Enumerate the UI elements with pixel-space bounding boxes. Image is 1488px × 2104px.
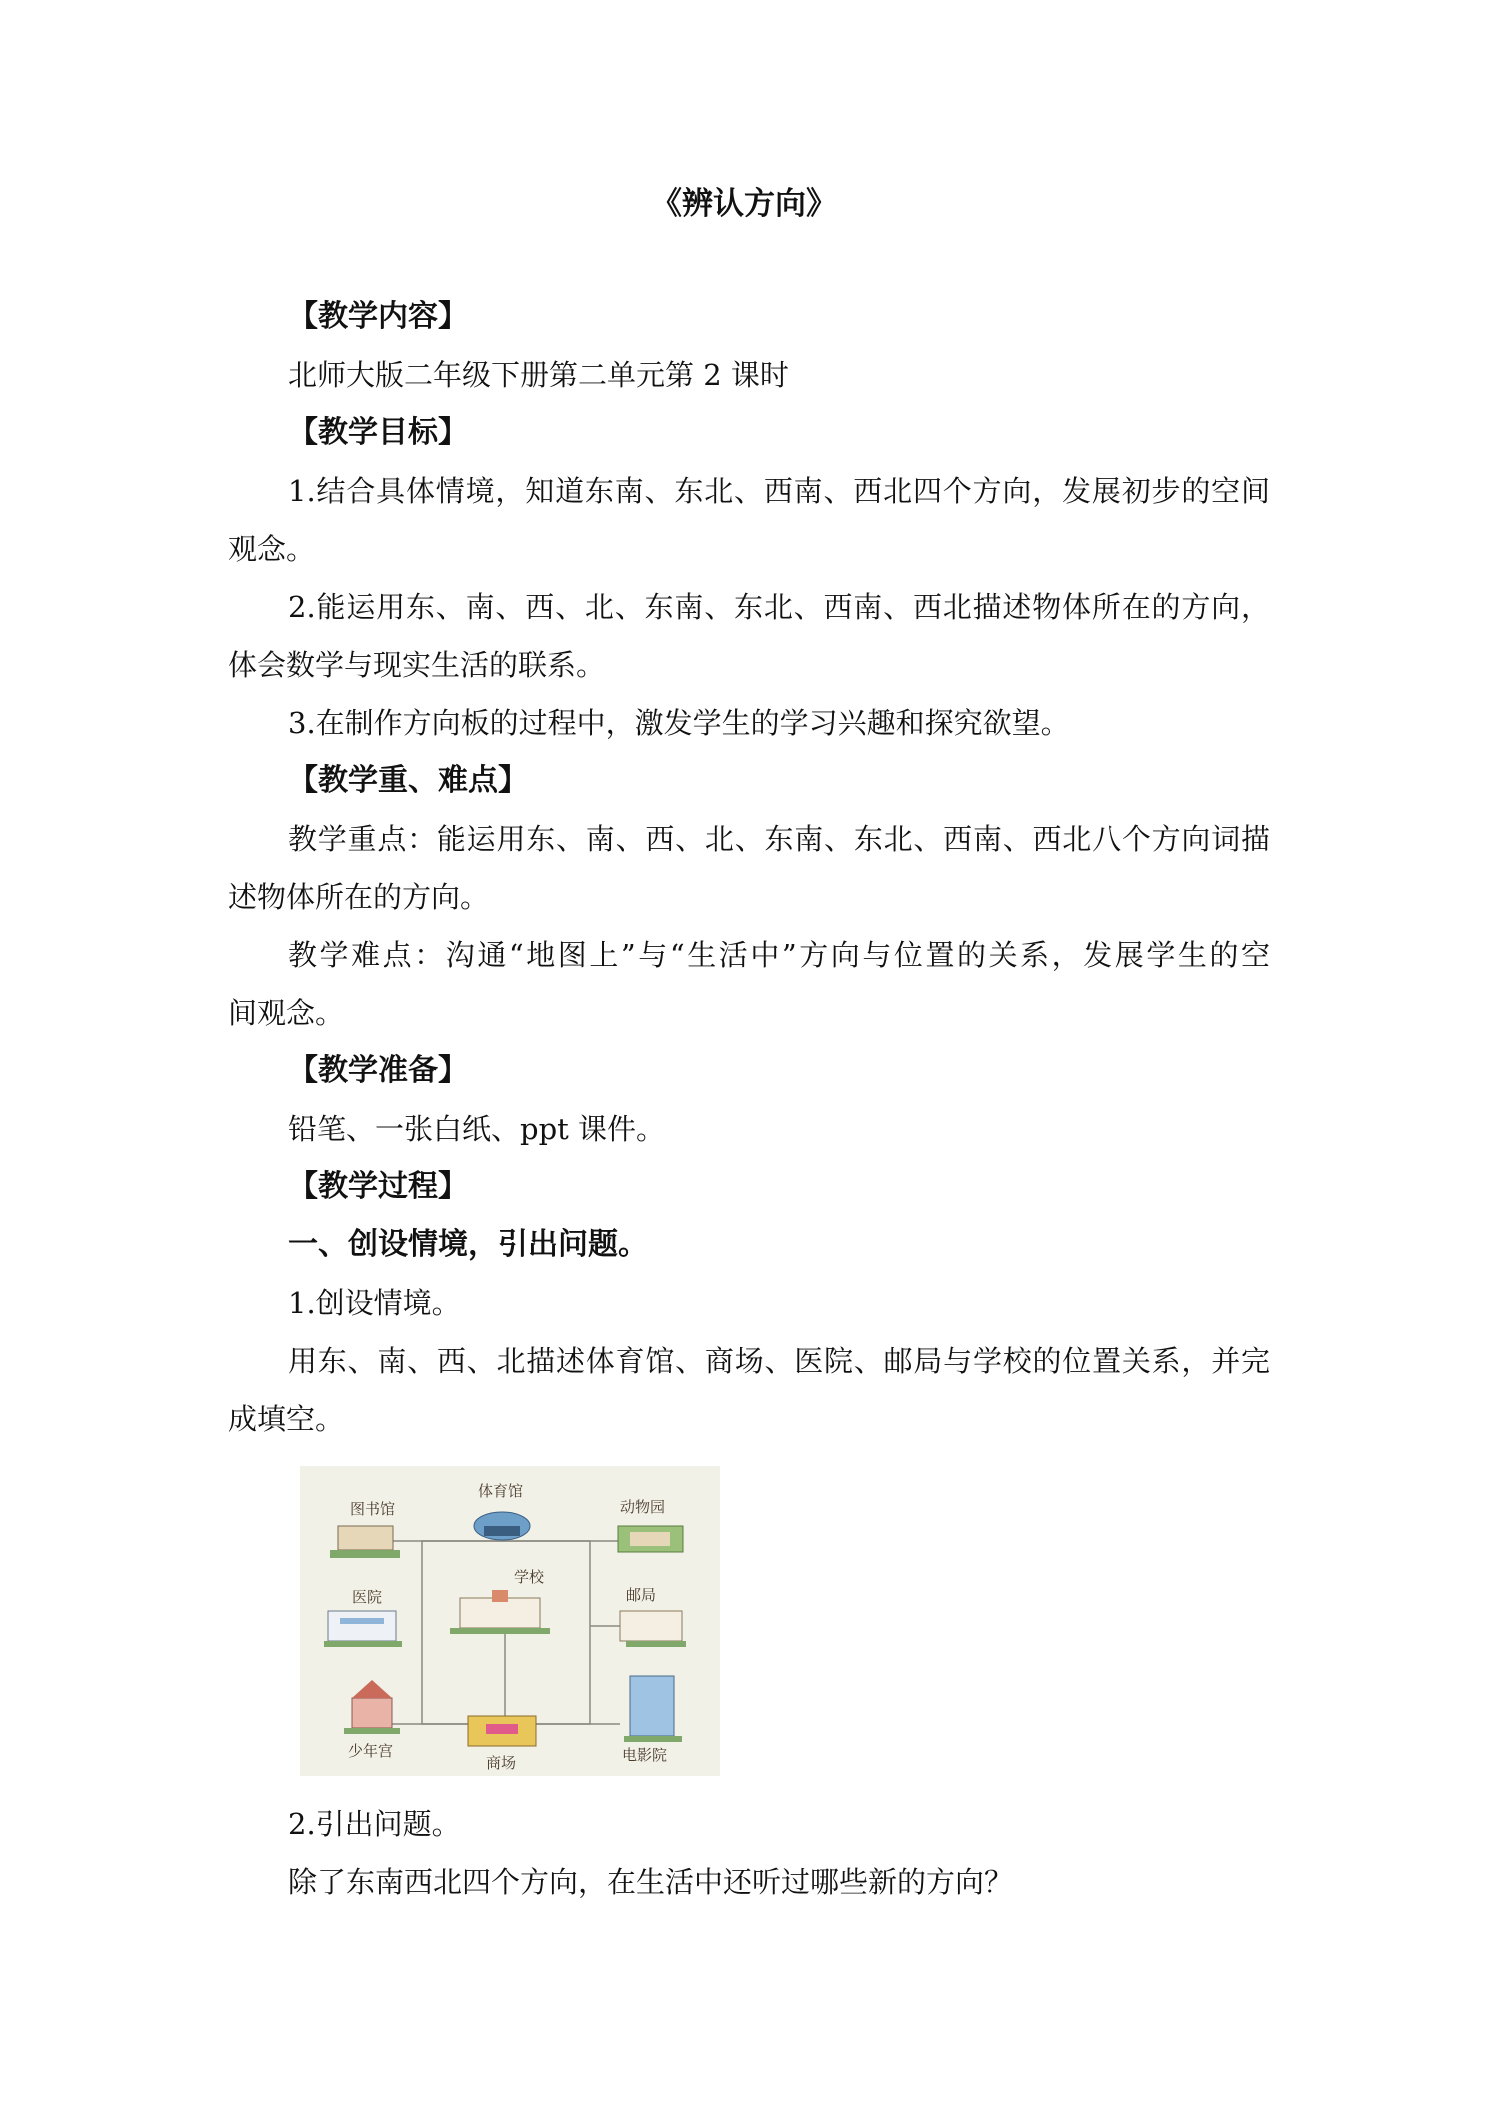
hospital-building <box>324 1611 402 1647</box>
difficulty-line-2: 间观念。 <box>228 996 345 1030</box>
cinema-building <box>624 1676 682 1742</box>
zoo-building <box>618 1526 683 1552</box>
key-point-line-2: 述物体所在的方向。 <box>228 880 490 914</box>
heading-goals: 【教学目标】 <box>288 415 468 450</box>
difficulty-line-1: 教学难点：沟通“地图上”与“生活中”方向与位置的关系，发展学生的空 <box>288 938 1270 972</box>
step-1-2: 2.引出问题。 <box>288 1807 461 1841</box>
post-office-label: 邮局 <box>626 1586 657 1604</box>
goal-3: 3.在制作方向板的过程中，激发学生的学习兴趣和探究欲望。 <box>288 706 1070 740</box>
step-1-text-line-1: 用东、南、西、北描述体育馆、商场、医院、邮局与学校的位置关系，并完 <box>288 1344 1270 1378</box>
heading-content: 【教学内容】 <box>288 299 468 334</box>
step-1-text-line-2: 成填空。 <box>228 1402 345 1436</box>
gym-building <box>474 1512 530 1540</box>
goal-2-line-1: 2.能运用东、南、西、北、东南、东北、西南、西北描述物体所在的方向， <box>288 590 1270 624</box>
location-map <box>300 1466 720 1776</box>
hospital-label: 医院 <box>352 1588 383 1606</box>
mall-label: 商场 <box>486 1754 517 1772</box>
library-building <box>330 1526 400 1558</box>
step-1-heading: 一、创设情境，引出问题。 <box>288 1227 648 1262</box>
content-text: 北师大版二年级下册第二单元第 2 课时 <box>288 358 789 392</box>
zoo-label: 动物园 <box>620 1498 666 1516</box>
heading-preparation: 【教学准备】 <box>288 1053 468 1088</box>
preparation-text: 铅笔、一张白纸、ppt 课件。 <box>288 1112 666 1146</box>
gym-label: 体育馆 <box>478 1482 524 1500</box>
library-label: 图书馆 <box>350 1500 396 1518</box>
goal-1-line-1: 1.结合具体情境，知道东南、东北、西南、西北四个方向，发展初步的空间 <box>288 474 1270 508</box>
document-title: 《辨认方向》 <box>651 186 837 222</box>
step-1-question: 除了东南西北四个方向，在生活中还听过哪些新的方向？ <box>288 1865 1014 1899</box>
youth-palace-label: 少年宫 <box>348 1742 394 1760</box>
goal-1-line-2: 观念。 <box>228 532 316 566</box>
mall-building <box>468 1716 536 1746</box>
school-label: 学校 <box>514 1568 545 1586</box>
heading-process: 【教学过程】 <box>288 1169 468 1204</box>
heading-key-points: 【教学重、难点】 <box>288 763 528 798</box>
goal-2-line-2: 体会数学与现实生活的联系。 <box>228 648 606 682</box>
post-office-building <box>620 1611 686 1647</box>
key-point-line-1: 教学重点：能运用东、南、西、北、东南、东北、西南、西北八个方向词描 <box>288 822 1270 856</box>
cinema-label: 电影院 <box>622 1746 668 1764</box>
location-map-figure <box>300 1466 720 1776</box>
step-1-1: 1.创设情境。 <box>288 1286 461 1320</box>
